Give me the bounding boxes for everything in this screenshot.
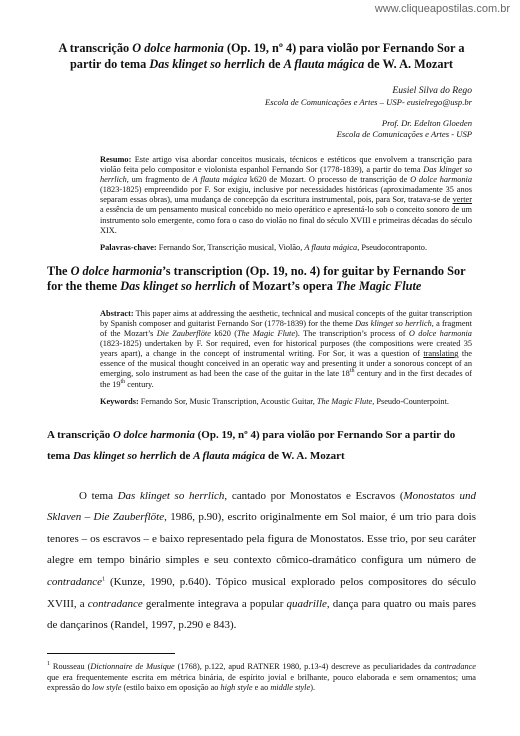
footnote-divider — [47, 653, 175, 654]
body-paragraph: O tema Das klinget so herrlich, cantado por Monostatos e Escravos (Monostatos und Sklaven – Die Zauberflöte, 1986, p.90), escrito originalmente em Sol maior, é um trio para dois tenores – os escravos – e baixo representado pela figura de Monostatos. Esse trio, por seu caráter alegre em tempo binário simples e seu contexto cômico-dramático configura um número de contradance$^1$ (Kunze, 1990, p.640). Tópico musical explorado pelos compositores do século XVIII, a contradance geralmente integrava a popular quadrille, dança para quatro ou mais pares de dançarinos (Randel, 1997, p.290 e 843). — [47, 489, 476, 632]
footnote: $^1$ Rousseau (Dictionnaire de Musique (1768), p.122, apud RATNER 1980, p.13-4) descreve as peculiaridades da contradance que era frequentemente escrita em métrica binária, de espírito jovial e brilhante, pouco elaborada e sem ornamentos; uma expressão do low style (estilo baixo em oposição ao high style e ao middle style). — [47, 661, 476, 693]
palavras-chave: Palavras-chave: Fernando Sor, Transcrição musical, Violão, A flauta mágica, Pseudocontraponto. — [100, 242, 428, 252]
author-name: Eusiel Silva do Rego — [392, 85, 472, 96]
keywords: Keywords: Fernando Sor, Music Transcription, Acoustic Guitar, The Magic Flute, Pseudo-Counterpoint. — [100, 396, 449, 406]
footnote-marker: 1 — [101, 576, 105, 583]
author-affiliation: Escola de Comunicações e Artes – USP- eusielrego@usp.br — [265, 96, 472, 107]
paper-page — [47, 40, 476, 702]
english-title: The O dolce harmonia’s transcription (Op. 19, no. 4) for guitar by Fernando Sor for the theme Das klinget so herrlich of Mozart’s opera The Magic Flute — [47, 263, 466, 294]
abstract-paragraph: Abstract: This paper aims at addressing the aesthetic, technical and musical concepts of the guitar transcription by Spanish composer and guitarist Fernando Sor (1778-1839) for the theme Das klinget so herrlich, a fragment of the Mozart’s Die Zauberflöte k620 (The Magic Flute). The transcription’s process of O dolce harmonia (1823-1825) undertaken by F. Sor required, even for historical purposes (the compositions were created 35 years apart), a change in the concept of instrumental writing. For Sor, it was a question of translating the essence of the musical thought conceived in an operatic way and presenting it under a sonorous concept of an emerging, solo instrument as had been the case of the guitar in the late 18th century and in the first decades of the 19th century. — [100, 308, 473, 389]
resumo-paragraph: Resumo: Este artigo visa abordar conceitos musicais, técnicos e estéticos que envolvem a transcrição para violão feita pelo compositor e violonista espanhol Fernando Sor (1778-1839), a partir do tema Das klinget so herrlich, um fragmento de A flauta mágica k620 de Mozart. O processo de transcrição de O dolce harmonia (1823-1825) empreendido por F. Sor exigiu, inclusive por necessidades históricas (aproximadamente 35 anos separam essas obras), uma mudança de concepção da escritura instrumental, pois, para Sor, tratava-se de verter a essência de um pensamento musical concebido no meio operático e apresentá-lo sob o conceito sonoro de um instrumento solo emergente, como fora o caso do violão no final do século XVIII e primeiras décadas do século XIX. — [100, 155, 472, 235]
section-title: A transcrição O dolce harmonia (Op. 19, nº 4) para violão por Fernando Sor a partir do tema Das klinget so herrlich de A flauta mágica de W. A. Mozart — [47, 428, 456, 462]
advisor-name: Prof. Dr. Edelton Gloeden — [381, 118, 472, 128]
author-block — [47, 86, 472, 139]
portuguese-title: A transcrição O dolce harmonia (Op. 19, nº 4) para violão por Fernando Sor a partir do tema Das klinget so herrlich de A flauta mágica de W. A. Mozart — [58, 41, 465, 71]
advisor-affiliation: Escola de Comunicações e Artes - USP — [336, 128, 472, 139]
site-watermark: www.cliqueapostilas.com.br — [374, 3, 510, 15]
